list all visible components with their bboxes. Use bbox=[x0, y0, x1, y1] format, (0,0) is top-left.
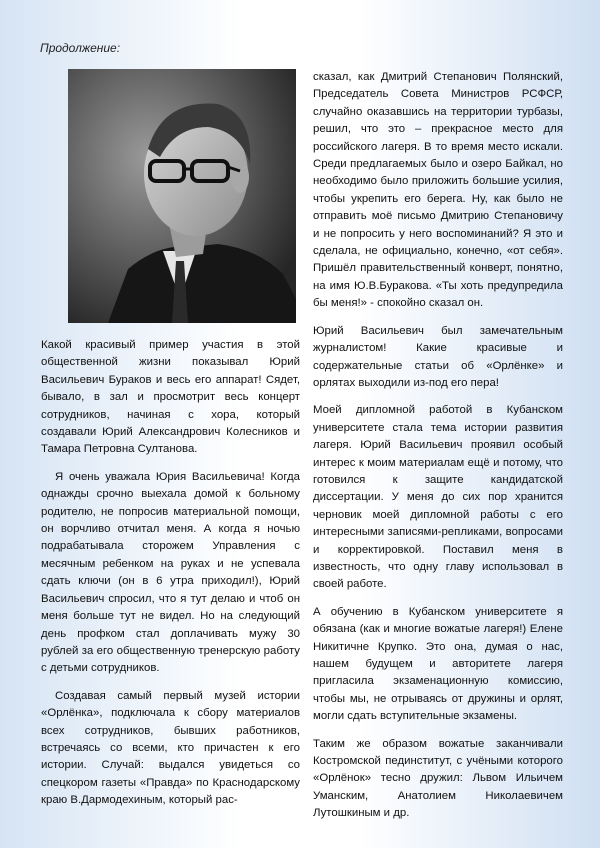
paragraph: Таким же образом вожатые заканчивали Костромской пединститут, с учёными которого «Орлёнок» тесно дружил: Львом Ильичем Уманским, Анатолием Николаевичем Лутошкиным и др. bbox=[313, 737, 563, 820]
right-text-column bbox=[313, 69, 563, 823]
paragraph: А обучению в Кубанском университете я обязана (как и многие вожатые лагеря!) Елене Никитичне Крупко. Это она, думая о нас, нашем будущем и авторитете лагеря пригласила экзаменационную комиссию, чтобы мы, не отрываясь от дружины и орлят, могли сдать вступительные экзамены. bbox=[313, 605, 563, 723]
paragraph: Какой красивый пример участия в этой общественной жизни показывал Юрий Васильевич Бураков и весь его аппарат! Сядет, бывало, в зал и просмотрит весь концерт сотрудников, начиная с хора, который создавали Юрий Александрович Колесников и Тамара Петровна Султанова. bbox=[41, 339, 300, 456]
paragraph: Моей дипломной работой в Кубанском университете стала тема истории развития лагеря. Юрий Васильевич проявил особый интерес к моим материалам ещё и потому, что готовился к защите кандидатской диссертации. У меня до сих пор хранится черновик моей дипломной работы с его интересными записями-репликами, вопросами и корректировкой. Поставил меня в известность, что одну главу использовал в своей работе. bbox=[313, 404, 563, 591]
paragraph: Создавая самый первый музей истории «Орлёнка», подключала к сбору материалов всех сотрудников, бывших работников, встречаясь со всеми, кто причастен к его истории. Случай: выдался увидеться со спецкором газеты «Правда» по Краснодарскому краю В.Дармодехиным, который рас- bbox=[41, 689, 300, 807]
left-text-column bbox=[41, 337, 300, 810]
portrait-photo bbox=[68, 69, 296, 323]
paragraph: Я очень уважала Юрия Васильевича! Когда однажды срочно выехала домой к больному родителю, не попросив материальной помощи, он ворчливо отчитал меня. А когда я ночью подрабатывала сторожем Управления с месячным ребенком на руках и не успевала сдать ключи (он в 6 утра приходил!), Юрий Васильевич спросил, что я тут делаю и чтоб он меня больше тут не видел. Но на следующий день профком стал доплачивать мужу 30 рублей за его общественную тренерскую работу с детьми сотрудников. bbox=[41, 470, 300, 675]
portrait-photo-icon bbox=[68, 69, 296, 323]
paragraph: Юрий Васильевич был замечательным журналистом! Какие красивые и содержательные статьи об «Орлёнке» и орлятах выходили из-под его пера! bbox=[313, 324, 563, 389]
paragraph: сказал, как Дмитрий Степанович Полянский, Председатель Совета Министров РСФСР, случайно оказавшись на территории турбазы, решил, что это – прекрасное место для российского лагеря. В то время место искали. Среди предлагаемых было и озеро Байкал, но необходимо было приложить большие усилия, чтобы укрепить его берега. Ну, как было не отправить моё письмо Дмитрию Степановичу и не попросить у него воспоминаний? Я это и сделала, не официально, конечно, «от себя». Пришёл правительственный конверт, понятно, на имя Ю.В.Буракова. «Ты хоть предупредила бы меня!» - спокойно сказал он. bbox=[313, 71, 563, 310]
continuation-label: Продолжение: bbox=[40, 41, 121, 55]
